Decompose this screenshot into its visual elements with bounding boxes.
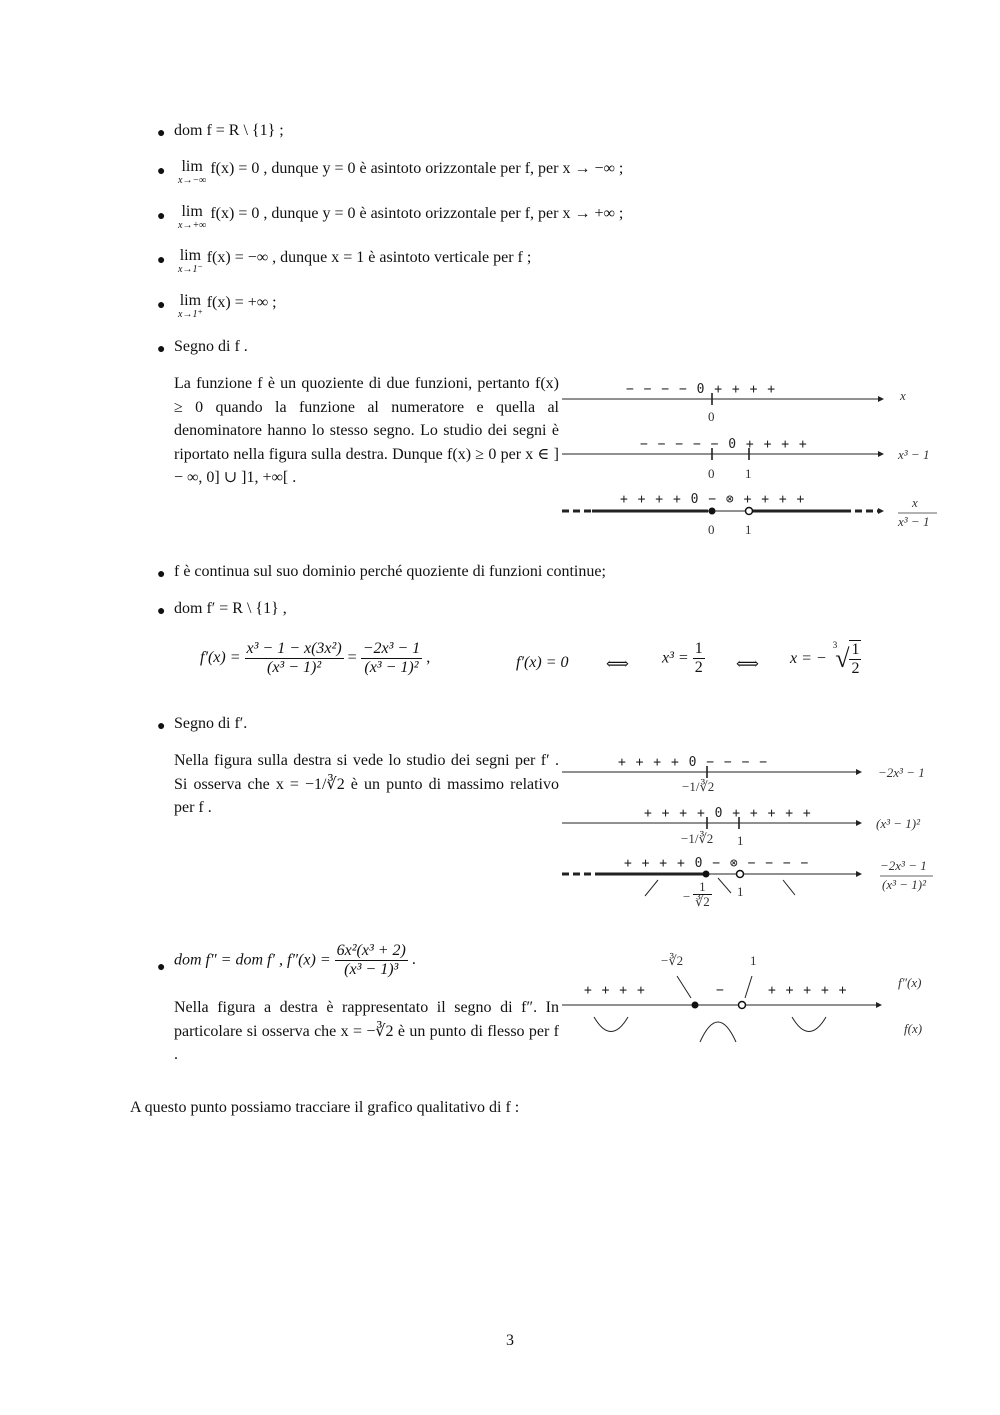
signs-row1: + + + + 0 − − − − [618,755,769,770]
fraction: $\frac{\text{6x²(x³ + 2)}}{\text{(x³ − 1)³}}$ [336,942,406,978]
row1-label: x [900,388,906,403]
signs-row2: − − − − − 0 + + + + [640,437,808,452]
row3-label-num: −2x³ − 1 [880,858,927,873]
row2-tick1: 1 [737,833,744,848]
bullet-dot: ● [157,164,166,179]
fraction: $\frac{1}{2}$ [694,640,703,676]
continuity-note: f è continua sul suo dominio perché quoziente di funzioni continue; [174,563,606,580]
row2-label: (x³ − 1)² [876,816,920,831]
right-signs: + + + + + [768,983,848,998]
iff-symbol: ⟺ [606,656,629,673]
bullet-dot: ● [157,126,166,141]
row3-tick1: 1 [745,522,752,537]
bullet-dot: ● [157,960,166,975]
row2-label: x³ − 1 [898,447,930,462]
sign-f-paragraph: La funzione f è un quoziente di due funzioni, pertanto f(x) ≥ 0 quando la funzione al numeratore e quella al denominatore hanno lo stesso segno. Lo studio dei segni è riportato nella figura sulla destra. Dunque f(x) ≥ 0 per x ∈ ] − ∞, 0] ∪ ]1, +∞[ . [174,375,559,486]
closing-sentence: A questo punto possiamo tracciare il grafico qualitativo di f : [130,1099,520,1116]
signs-row3: + + + + 0 − ⊗ + + + + [620,492,806,507]
tick-one: 1 [750,953,757,968]
limit-plus-inf: lim x→+∞ f(x) = 0 , dunque y = 0 è asintoto orizzontale per f, per x → +∞ ; [178,203,624,231]
row3-tick0-minus: − [683,889,691,904]
max-point [703,871,710,878]
bullet-dot: ● [157,209,166,224]
limit-1-plus: lim x→1⁺ f(x) = +∞ ; [178,292,277,320]
row3-tick1: 1 [737,884,744,899]
limit-1-minus: lim x→1⁻ f(x) = −∞ , dunque x = 1 è asintoto verticale per f ; [178,247,532,275]
second-derivative: dom f″ = dom f′ , f″(x) = $\frac{\text{6x²(x³ + 2)}}{\text{(x³ − 1)³}}$ . [174,942,416,978]
row2-tick1: 1 [745,466,752,481]
bullet-dot: ● [157,253,166,268]
mid-sign: − [716,983,725,998]
open-point [746,508,753,515]
derivative-formula: f′(x) = $\frac{\text{x³ − 1 − x(3x²)}}{\text{(x³ − 1)²}}$ = $\frac{\text{−2x³ − 1}}{\text{(x³ − 1)²}}$ , [200,640,431,676]
left-signs: + + + + [584,983,646,998]
row3-tick0-frac: $\frac{1}{∛2}$ [695,879,710,909]
limit-minus-inf: lim x→−∞ f(x) = 0 , dunque y = 0 è asintoto orizzontale per f, per x → −∞ ; [178,158,624,186]
row1-tick: 0 [708,409,715,424]
x-root-eq: x = − $^3$√ $\frac{1}{2}$ [790,640,860,677]
row3-label-den: (x³ − 1)² [882,877,926,892]
tick-neg-cbrt2: −∛2 [661,953,684,968]
signs-row1: − − − − 0 + + + + [626,382,777,397]
convex-arc [594,1017,628,1032]
bullet-dot: ● [157,342,166,357]
inflection-point [692,1002,699,1009]
open-point [739,1002,746,1009]
fraction: $\frac{\text{x³ − 1 − x(3x²)}}{\text{(x³ − 1)²}}$ [246,640,342,676]
convex-arc [792,1017,826,1032]
open-point [737,871,744,878]
concave-arc [700,1022,736,1042]
x-cubed-eq: x³ = $\frac{1}{2}$ [662,640,703,676]
bullet-dot: ● [157,298,166,313]
sign-fsecond-paragraph: Nella figura a destra è rappresentato il segno di f″. In particolare si osserva che x = −∛2 è un punto di flesso per f . [174,999,559,1063]
label-f: f(x) [904,1021,923,1036]
fraction: $\frac{\text{−2x³ − 1}}{\text{(x³ − 1)²}}$ [362,640,421,676]
row2-tick0: −1/∛2 [681,831,714,846]
closed-point [709,508,716,515]
fprime-zero: f′(x) = 0 [516,654,569,671]
bullet-dot: ● [157,604,166,619]
row3-label-num: x [912,495,918,510]
sign-fprime-paragraph: Nella figura sulla destra si vede lo studio dei segni per f′ . Si osserva che x = −1/∛2 è un punto di massimo relativo per f . [174,752,559,816]
row3-tick0: 0 [708,522,715,537]
row1-tick: −1/∛2 [682,779,715,794]
page-number: 3 [506,1332,514,1349]
label-fsecond: f″(x) [898,975,922,990]
sign-f-heading: Segno di f . [174,338,248,355]
fprime-lhs: f′(x) = [200,649,241,667]
bullet-dot: ● [157,567,166,582]
row3-label-den: x³ − 1 [898,514,930,529]
domain-f: dom f = R \ {1} ; [174,122,284,139]
bullet-dot: ● [157,719,166,734]
signs-row3: + + + + 0 − ⊗ − − − − [624,856,810,871]
row1-label: −2x³ − 1 [878,765,925,780]
sign-fprime-heading: Segno di f′. [174,715,248,732]
domain-fprime: dom f′ = R \ {1} , [174,600,287,617]
signs-row2: + + + + 0 + + + + + [644,806,812,821]
iff-symbol: ⟺ [736,656,759,673]
row2-tick0: 0 [708,466,715,481]
